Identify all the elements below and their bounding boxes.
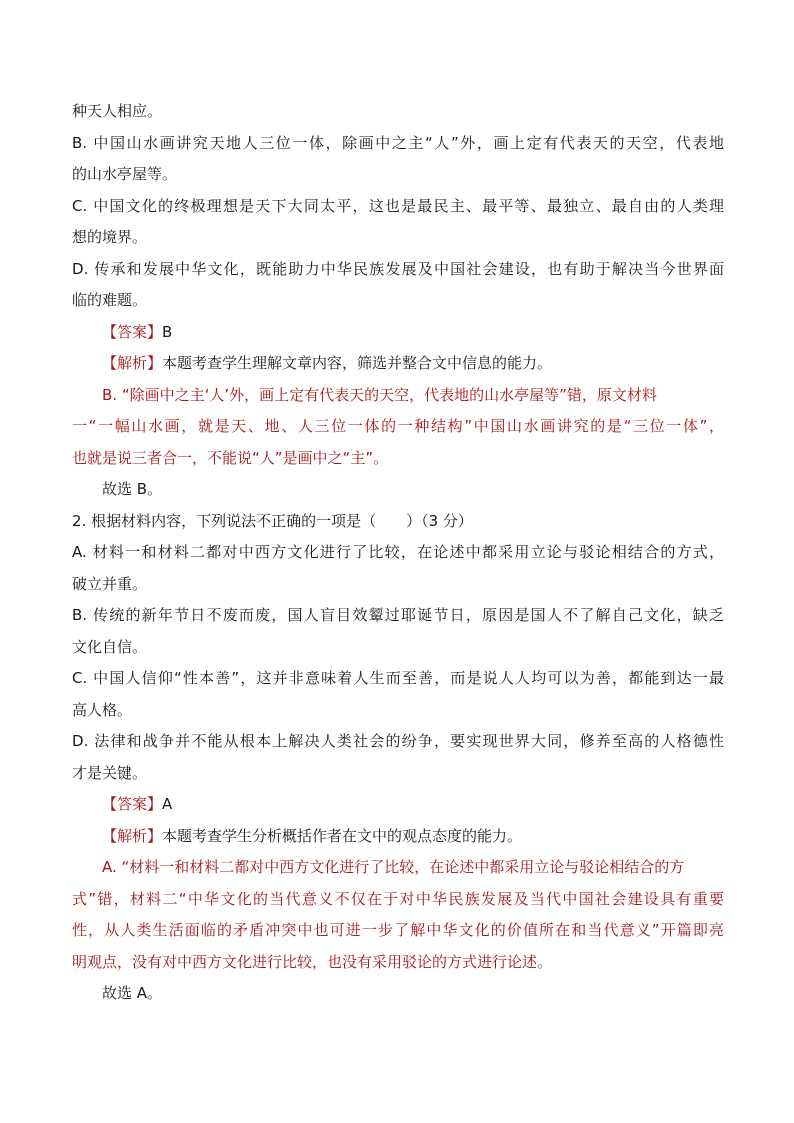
q2-answer-value: A xyxy=(162,795,173,813)
q1-option-b-line2: 的山水亭屋等。 xyxy=(72,165,178,183)
q1-analysis xyxy=(72,348,724,380)
q1-analysis-label: 【解析】 xyxy=(102,354,163,372)
q2-explanation-line3: 性，从人类生活面临的矛盾冲突中也可进一步了解中华文化的价值所在和当代意义”开篇即亮 xyxy=(72,921,724,939)
q1-answer xyxy=(72,317,724,349)
q1-option-d-line2: 临的难题。 xyxy=(72,291,148,309)
q1-option-c-line1: C. 中国文化的终极理想是天下大同太平，这也是最民主、最平等、最独立、最自由的人类理 xyxy=(72,196,724,215)
q2-option-b-line1: B. 传统的新年节日不废而废，国人盲目效颦过耶诞节日，原因是国人不了解自己文化，缺乏 xyxy=(72,606,724,624)
q1-explanation-line2: 一“一幅山水画，就是天、地、人三位一体的一种结构”中国山水画讲究的是“三位一体”， xyxy=(72,417,724,435)
q2-analysis xyxy=(72,821,724,853)
document-page xyxy=(72,96,724,1010)
q2-answer xyxy=(72,789,724,821)
q1-option-c-line2: 想的境界。 xyxy=(72,228,148,246)
q2-stem: 2. 根据材料内容，下列说法不正确的一项是（ ）（3 分） xyxy=(72,511,473,530)
q2-answer-label: 【答案】 xyxy=(102,795,163,813)
q2-option-b-line2: 文化自信。 xyxy=(72,637,148,656)
q2-option-c-line2: 高人格。 xyxy=(72,700,133,719)
q2-conclusion: 故选 A。 xyxy=(102,984,163,1002)
q1-conclusion: 故选 B。 xyxy=(102,480,163,498)
q2-analysis-text: 本题考查学生分析概括作者在文中的观点态度的能力。 xyxy=(162,826,523,845)
q1-answer-label: 【答案】 xyxy=(102,322,163,341)
q2-explanation-line1: A. “材料一和材料二都对中西方文化进行了比较，在论述中都采用立论与驳论相结合的方 xyxy=(102,858,685,876)
q2-option-a-line1: A. 材料一和材料二都对中西方文化进行了比较，在论述中都采用立论与驳论相结合的方式， xyxy=(72,543,724,561)
q2-explanation-line2: 式”错，材料二“中华文化的当代意义不仅在于对中华民族发展及当代中国社会建设具有重要 xyxy=(72,889,724,908)
q2-option-d-line2: 才是关键。 xyxy=(72,763,148,782)
q2-analysis-label: 【解析】 xyxy=(102,826,163,845)
q2-option-d-line1: D. 法律和战争并不能从根本上解决人类社会的纷争，要实现世界大同，修养至高的人格德性 xyxy=(72,732,724,750)
q1-option-a-continuation: 种天人相应。 xyxy=(72,102,163,120)
q2-option-a-line2: 破立并重。 xyxy=(72,574,148,593)
q2-option-c-line1: C. 中国人信仰“性本善”，这并非意味着人生而至善，而是说人人均可以为善，都能到达一最 xyxy=(72,669,724,687)
q1-explanation-line3: 也就是说三者合一，不能说“人”是画中之“主”。 xyxy=(72,448,389,467)
q1-analysis-text: 本题考查学生理解文章内容，筛选并整合文中信息的能力。 xyxy=(162,354,553,372)
q1-option-d-line1: D. 传承和发展中华文化，既能助力中华民族发展及中国社会建设，也有助于解决当今世界面 xyxy=(72,259,724,278)
q1-explanation-line1: B. “除画中之主‘人’外，画上定有代表天的天空，代表地的山水亭屋等”错，原文材料 xyxy=(102,385,657,404)
q2-explanation-line4: 明观点，没有对中西方文化进行比较，也没有采用驳论的方式进行论述。 xyxy=(72,952,553,971)
q1-answer-value: B xyxy=(162,322,173,341)
q1-option-b-line1: B. 中国山水画讲究天地人三位一体，除画中之主“人”外，画上定有代表天的天空，代表地 xyxy=(72,133,724,152)
